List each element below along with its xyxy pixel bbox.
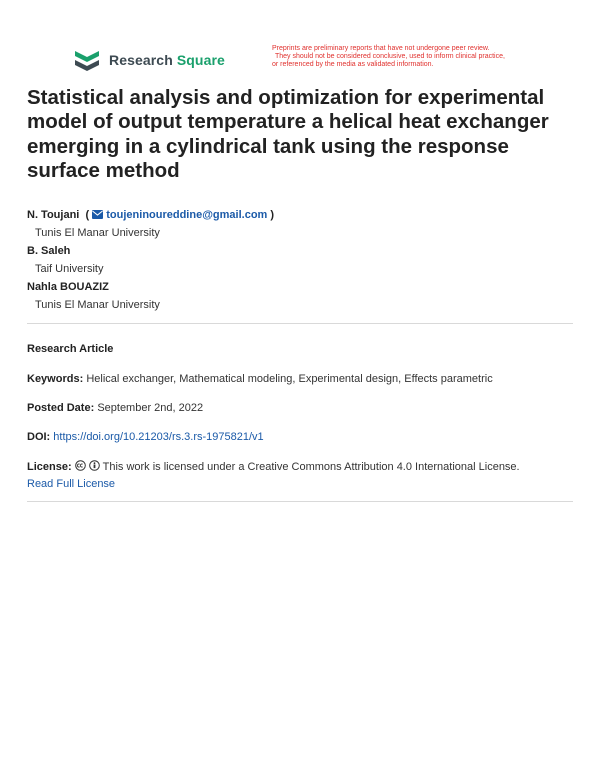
creative-commons-icon (75, 460, 86, 471)
article-type-text: Research Article (27, 343, 114, 355)
license-text: This work is licensed under a Creative Commons Attribution 4.0 International License. (102, 461, 520, 473)
license-label: License: (27, 461, 72, 473)
brand-word-square: Square (176, 52, 225, 68)
author-affiliation: Taif University (35, 263, 104, 275)
keywords (27, 373, 493, 385)
author-email-text: toujeninoureddine@gmail.com (106, 209, 268, 221)
posted-date-value: September 2nd, 2022 (97, 402, 204, 414)
author-name: N. Toujani ( toujeninoureddine@gmail.com ) (27, 209, 275, 221)
author-affiliation: Tunis El Manar University (35, 227, 160, 239)
author-name: Nahla BOUAZIZ (27, 281, 109, 293)
author-email-link[interactable] (92, 209, 270, 221)
header (0, 0, 600, 80)
notice-line: They should not be considered conclusive, used to inform clinical practice, (275, 53, 505, 60)
notice-line: Preprints are preliminary reports that have not undergone peer review. (272, 45, 490, 52)
posted-date (27, 402, 203, 414)
author-name: B. Saleh (27, 245, 71, 257)
author-affiliation: Tunis El Manar University (35, 299, 160, 311)
envelope-icon (92, 210, 103, 219)
author-name-text: N. Toujani (27, 209, 80, 221)
notice-line: or referenced by the media as validated information. (272, 61, 434, 68)
license-link-row (27, 478, 115, 490)
posted-date-label: Posted Date: (27, 402, 95, 414)
license (27, 460, 520, 473)
author-list (27, 206, 577, 314)
doi-label: DOI: (27, 431, 51, 443)
read-full-license-link[interactable]: Read Full License (27, 478, 116, 490)
paper-title: Statistical analysis and optimization for experimental model of output temperature a helical heat exchanger emerging in a cylindrical tank using the response surface method (27, 86, 549, 182)
article-type (27, 343, 113, 355)
attribution-icon (89, 460, 100, 471)
research-square-logo[interactable] (73, 46, 225, 74)
brand-name (109, 52, 225, 68)
preprint-notice (272, 45, 562, 69)
keywords-value: Helical exchanger, Mathematical modeling, Experimental design, Effects parametric (86, 373, 493, 385)
doi-link[interactable]: https://doi.org/10.21203/rs.3.rs-1975821/v1 (53, 431, 264, 443)
brand-word-research: Research (109, 52, 173, 68)
research-square-logo-icon (73, 47, 101, 73)
doi (27, 431, 264, 443)
divider (27, 323, 573, 324)
divider (27, 501, 573, 502)
keywords-label: Keywords: (27, 373, 84, 385)
